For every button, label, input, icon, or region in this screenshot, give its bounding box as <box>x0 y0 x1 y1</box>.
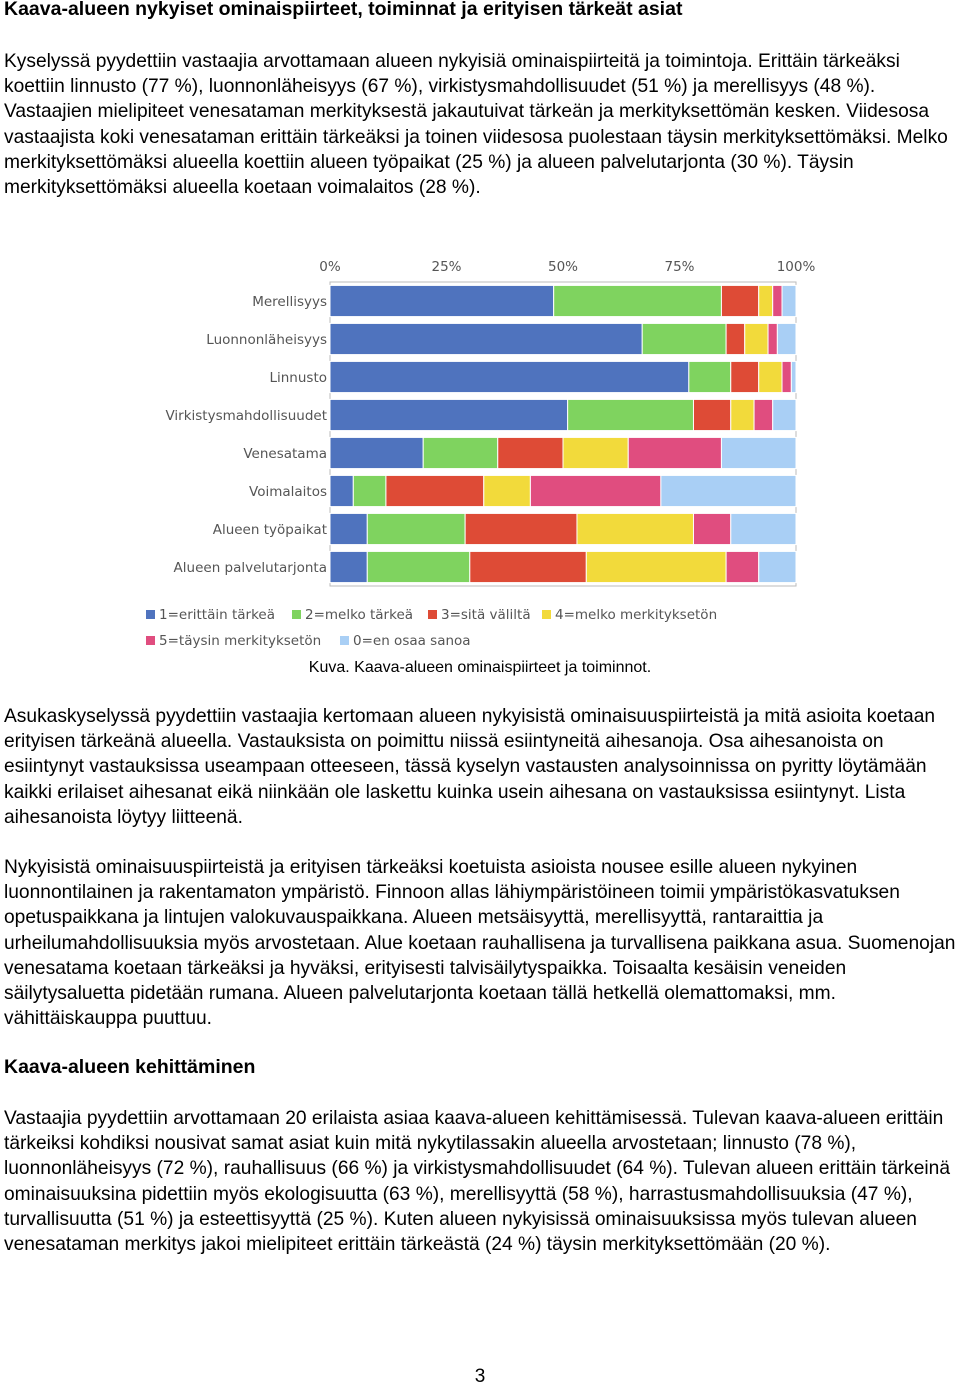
bar-segment <box>330 475 353 506</box>
x-tick-label: 25% <box>431 259 462 275</box>
category-label: Linnusto <box>269 370 327 386</box>
bar-segment <box>721 437 796 468</box>
bar-segment <box>754 399 773 430</box>
legend-swatch <box>292 610 301 619</box>
paragraph-current-important: Nykyisistä ominaisuuspiirteistä ja erityisen tärkeäksi koetuista asioista nousee esille alueen nykyinen luonnontilainen ja rakentamaton ympäristö. Finnoon allas lähiympäristöineen toimii ympäristökasvatuksen opetuspaikkana ja lintujen valokuvauspaikkana. Alueen metsäisyyttä, merellisyyttä, rantaraittia ja urheilumahdollisuuksia myös arvostetaan. Alue koetaan rauhallisena ja turvallisena paikkana asua. Suomenojan venesatama koetaan tärkeäksi ja hyväksi, erityisesti talvisäilytyspaikka. Toisaalta kesäisin veneiden säilytysaluetta pidetään rumana. Alueen palvelutarjonta koetaan tällä hetkellä olemattomaksi, mm. vähittäiskauppa puuttuu. <box>4 857 956 1030</box>
legend-label: 3=sitä väliltä <box>441 607 531 623</box>
bar-segment <box>530 475 660 506</box>
bar-segment <box>759 551 796 582</box>
category-label: Luonnonläheisyys <box>206 332 327 348</box>
paragraph-keywords: Asukaskyselyssä pyydettiin vastaajia kertomaan alueen nykyisistä ominaisuuspiirteistä ja mitä asioita koetaan erityisen tärkeänä alueella. Vastauksista on poimittu niissä esiintyneitä aihesanoja. Osa aihesanoista on esiintynyt vastauksissa useampaan otteeseen, tässä kyselyn vastausten analysoinnissa on pyritty löytämään kaikki erilaiset aihesanat eikä niinkään ole laskettu kuinka usein aihesana on vastauksissa esiintynyt. Lista aihesanoista löytyy liitteenä. <box>4 706 936 828</box>
legend-label: 0=en osaa sanoa <box>353 633 471 649</box>
x-tick-label: 50% <box>547 259 579 275</box>
bar-segment <box>782 285 796 316</box>
bar-segment <box>470 551 587 582</box>
bar-segment <box>731 513 796 544</box>
bar-segment <box>782 361 791 392</box>
bar-segment <box>759 285 773 316</box>
bar-segment <box>791 361 796 392</box>
bar-segment <box>661 475 796 506</box>
bar-segment <box>367 513 465 544</box>
category-label: Venesatama <box>243 446 327 462</box>
paragraph-survey-features: Kyselyssä pyydettiin vastaajia arvottamaan alueen nykyisiä ominaispiirteitä ja toimintoja. Erittäin tärkeäksi koettiin linnusto (77 %), luonnonläheisyys (67 %), virkistysmahdollisuudet (51 %) ja merellisyys (48 %). Vastaajien mielipiteet venesataman merkityksestä jakautuivat tärkeän ja merkityksettömän kesken. Viidesosa vastaajista koki venesataman erittäin tärkeäksi ja toinen viidesosa puolestaan täysin merkityksettömäksi. Melko merkityksettömäksi alueella koettiin alueen työpaikat (25 %) ja alueen palvelutarjonta (30 %). Täysin merkityksettömäksi alueella koetaan voimalaitos (28 %). <box>4 51 948 199</box>
bar-segment <box>498 437 563 468</box>
bar-segment <box>330 399 568 430</box>
bar-segment <box>563 437 628 468</box>
legend-label: 2=melko tärkeä <box>305 607 414 623</box>
legend-swatch <box>146 636 155 645</box>
x-tick-label: 0% <box>319 259 341 275</box>
bar-segment <box>568 399 694 430</box>
bar-segment <box>423 437 498 468</box>
legend-label: 4=melko merkityksetön <box>555 607 718 623</box>
bar-segment <box>693 399 730 430</box>
bar-segment <box>330 437 423 468</box>
bar-segment <box>777 323 796 354</box>
bar-segment <box>330 513 367 544</box>
bar-segment <box>330 361 689 392</box>
bar-segment <box>726 551 759 582</box>
bar-segment <box>330 551 367 582</box>
bar-segment <box>330 323 642 354</box>
bar-segment <box>367 551 470 582</box>
bar-segment <box>554 285 722 316</box>
bar-segment <box>759 361 782 392</box>
legend-swatch <box>542 610 551 619</box>
bar-segment <box>353 475 386 506</box>
bar-segment <box>586 551 726 582</box>
x-tick-label: 100% <box>776 259 816 275</box>
bar-segment <box>642 323 726 354</box>
bar-segment <box>689 361 731 392</box>
legend-swatch <box>428 610 437 619</box>
category-label: Voimalaitos <box>249 484 327 500</box>
bar-segment <box>465 513 577 544</box>
bar-segment <box>731 399 754 430</box>
bar-segment <box>773 285 782 316</box>
stacked-bar-chart <box>140 252 830 662</box>
section-heading-development: Kaava-alueen kehittäminen <box>4 1056 256 1078</box>
legend-swatch <box>340 636 349 645</box>
bar-segment <box>330 285 554 316</box>
figure-caption: Kuva. Kaava-alueen ominaispiirteet ja toiminnot. <box>308 659 652 676</box>
bar-segment <box>628 437 721 468</box>
bar-segment <box>693 513 730 544</box>
category-label: Alueen palvelutarjonta <box>173 560 327 576</box>
legend-swatch <box>146 610 155 619</box>
category-label: Merellisyys <box>252 294 327 310</box>
bar-segment <box>577 513 694 544</box>
paragraph-development: Vastaajia pyydettiin arvottamaan 20 erilaista asiaa kaava-alueen kehittämisessä. Tulevan kaava-alueen erittäin tärkeiksi kohdiksi nousivat samat asiat kuin mitä nykytilassakin alueella arvostetaan; linnusto (78 %), luonnonläheisyys (72 %), rauhallisuus (66 %) ja virkistysmahdollisuudet (64 %). Tulevan alueen erittäin tärkeinä ominaisuuksina pidettiin myös ekologisuutta (63 %), merellisyyttä (58 %), harrastusmahdollisuuksia (47 %), turvallisuutta (51 %) ja esteettisyyttä (25 %). Kuten alueen nykyisissä ominaisuuksissa myös tulevan alueen venesataman merkitys jakoi mielipiteet erittäin tärkeästä (24 %) täysin merkityksettömään (20 %). <box>4 1108 950 1256</box>
legend-label: 5=täysin merkityksetön <box>159 633 322 649</box>
bar-segment <box>768 323 777 354</box>
category-label: Alueen työpaikat <box>212 522 327 538</box>
category-label: Virkistysmahdollisuudet <box>165 408 327 424</box>
bar-segment <box>731 361 759 392</box>
legend-label: 1=erittäin tärkeä <box>159 607 275 623</box>
bar-segment <box>726 323 745 354</box>
bar-segment <box>745 323 768 354</box>
page-number: 3 <box>474 1366 486 1387</box>
bar-segment <box>721 285 758 316</box>
bar-segment <box>773 399 796 430</box>
x-tick-label: 75% <box>664 259 695 275</box>
bar-segment <box>484 475 531 506</box>
section-heading-current-features: Kaava-alueen nykyiset ominaispiirteet, toiminnat ja erityisen tärkeät asiat <box>4 0 683 20</box>
bar-segment <box>386 475 484 506</box>
